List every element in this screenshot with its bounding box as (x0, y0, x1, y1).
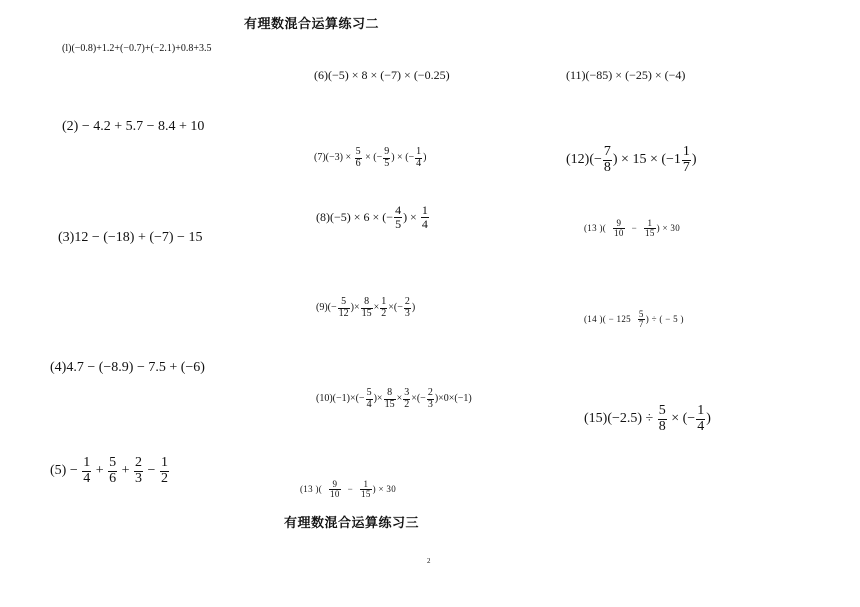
fraction: $\frac{1}{4}$ (421, 203, 428, 231)
fraction: $\frac{8}{15}$ (361, 296, 372, 319)
fraction: $\frac{5}{12}$ (338, 296, 349, 319)
problem-14: (14 )( − 125 $\frac{5}{7}$ ) ÷ ( − 5 ) (584, 309, 684, 330)
fraction: $\frac{1}{7}$ (682, 144, 690, 175)
fraction: $\frac{1}{2}$ (160, 455, 168, 486)
fraction: $\frac{5}{8}$ (658, 403, 666, 434)
problem-12: (12)(− $\frac{7}{8}$ ) × 15 × (−1 $\frac{1}{7}$ ) (566, 144, 697, 175)
fraction: $\frac{5}{7}$ (638, 309, 644, 330)
problem-3: (3)12 − (−18) + (−7) − 15 (58, 230, 203, 245)
fraction: $\frac{1}{2}$ (381, 296, 387, 319)
fraction: $\frac{5}{4}$ (366, 387, 372, 410)
problem-5: (5) − $\frac{1}{4}$ + $\frac{5}{6}$ + $\frac{2}{3}$ − $\frac{1}{2}$ (50, 455, 168, 486)
page-number: 2 (427, 557, 431, 565)
problem-13-repeat: (13 )( $\frac{9}{10}$ − $\frac{1}{15}$ ) × 30 (300, 479, 397, 500)
fraction: $\frac{7}{8}$ (603, 144, 611, 175)
problem-6: (6)(−5) × 8 × (−7) × (−0.25) (314, 68, 450, 82)
fraction: $\frac{9}{10}$ (614, 218, 624, 239)
fraction: $\frac{1}{15}$ (361, 479, 371, 500)
fraction: $\frac{1}{15}$ (645, 218, 655, 239)
problem-11: (11)(−85) × (−25) × (−4) (566, 68, 686, 82)
fraction: $\frac{1}{4}$ (697, 403, 705, 434)
problem-10: (10)(−1)×(− $\frac{5}{4}$ )× $\frac{8}{15}$ × $\frac{3}{2}$ ×(− $\frac{2}{3}$ )×0×(−1) (316, 387, 472, 410)
fraction: $\frac{2}{3}$ (135, 455, 143, 486)
fraction: $\frac{8}{15}$ (384, 387, 395, 410)
fraction: $\frac{4}{5}$ (395, 203, 402, 231)
fraction: $\frac{5}{6}$ (355, 146, 361, 169)
problem-8: (8)(−5) × 6 × (− $\frac{4}{5}$ ) × $\frac{1}{4}$ (316, 203, 428, 231)
problem-9: (9)(− $\frac{5}{12}$ )× $\frac{8}{15}$ × $\frac{1}{2}$ ×(− $\frac{2}{3}$ ) (316, 296, 416, 319)
problem-7: (7)(−3) × $\frac{5}{6}$ × (− $\frac{9}{5}$ ) × (− $\frac{1}{4}$ ) (314, 146, 427, 169)
fraction: $\frac{1}{4}$ (416, 146, 422, 169)
worksheet-title-three: 有理数混合运算练习三 (284, 516, 420, 531)
problem-2: (2) − 4.2 + 5.7 − 8.4 + 10 (62, 119, 205, 134)
fraction: $\frac{1}{4}$ (83, 455, 91, 486)
problem-15: (15)(−2.5) ÷ $\frac{5}{8}$ × (− $\frac{1}{4}$ ) (584, 403, 711, 434)
worksheet-title-two: 有理数混合运算练习二 (244, 17, 380, 32)
problem-1: (l)(−0.8)+1.2+(−0.7)+(−2.1)+0.8+3.5 (62, 43, 212, 54)
fraction: $\frac{2}{3}$ (404, 296, 410, 319)
problem-4: (4)4.7 − (−8.9) − 7.5 + (−6) (50, 360, 205, 375)
problem-13: (13 )( $\frac{9}{10}$ − $\frac{1}{15}$ ) × 30 (584, 218, 681, 239)
fraction: $\frac{2}{3}$ (427, 387, 433, 410)
fraction: $\frac{3}{2}$ (404, 387, 410, 410)
fraction: $\frac{9}{5}$ (384, 146, 390, 169)
fraction: $\frac{9}{10}$ (330, 479, 340, 500)
fraction: $\frac{5}{6}$ (109, 455, 117, 486)
